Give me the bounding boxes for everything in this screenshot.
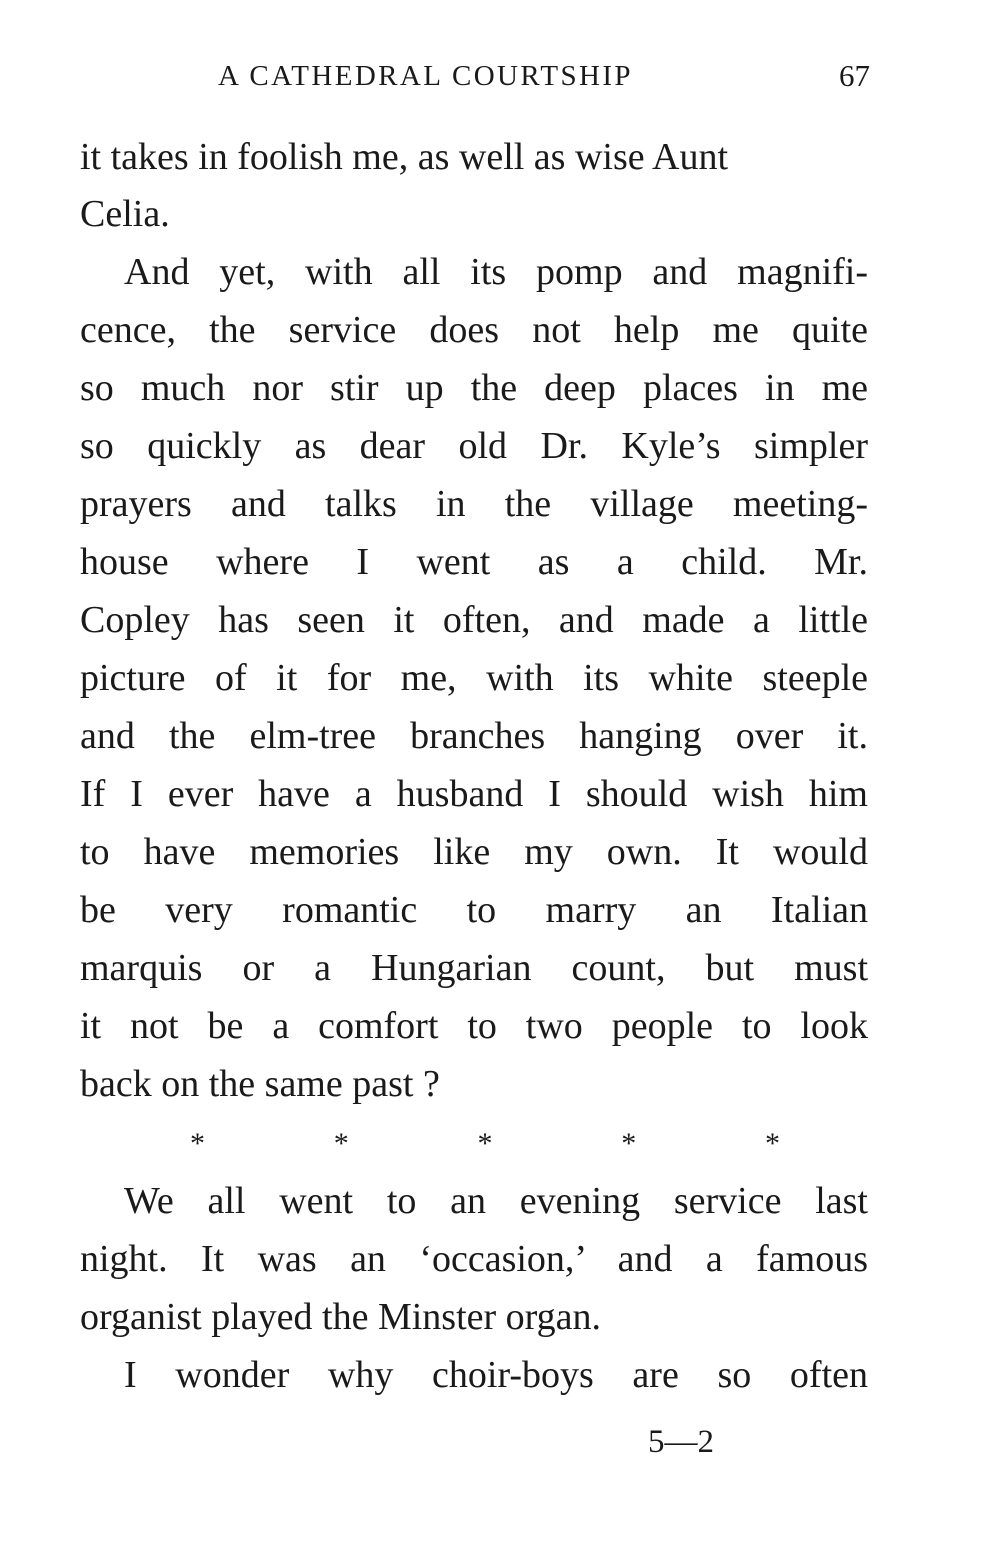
running-title: A CATHEDRAL COURTSHIP — [218, 60, 633, 92]
asterisk-ornament: * — [333, 1127, 349, 1160]
asterisk-ornament: * — [477, 1127, 493, 1160]
text-line: back on the same past ? — [80, 1063, 440, 1105]
text-line: to have memories like my own. It would — [80, 831, 868, 873]
running-head — [80, 54, 870, 98]
text-line: Copley has seen it often, and made a little — [80, 599, 868, 641]
text-line: cence, the service does not help me quite — [80, 309, 868, 351]
page-number: 67 — [839, 58, 870, 93]
text-line: it takes in foolish me, as well as wise Aunt — [80, 136, 729, 178]
text-line: house where I went as a child. Mr. — [80, 541, 868, 583]
paragraph-start-line: And yet, with all its pomp and magnifi- — [124, 251, 868, 293]
paragraph-start-line: I wonder why choir-boys are so often — [124, 1354, 868, 1396]
text-line: and the elm-tree branches hanging over it. — [80, 715, 868, 757]
asterisk-ornament: * — [621, 1127, 637, 1160]
text-line: so quickly as dear old Dr. Kyle’s simpler — [80, 425, 868, 467]
text-line: picture of it for me, with its white steeple — [80, 657, 868, 699]
asterisk-ornament: * — [765, 1127, 780, 1160]
text-line: prayers and talks in the village meeting- — [80, 483, 868, 525]
signature-mark: 5—2 — [648, 1424, 714, 1460]
text-line: so much nor stir up the deep places in me — [80, 367, 868, 409]
text-line: Celia. — [80, 193, 170, 235]
section-break — [190, 1124, 780, 1164]
text-line: marquis or a Hungarian count, but must — [80, 947, 868, 989]
text-line: it not be a comfort to two people to look — [80, 1005, 868, 1047]
asterisk-ornament: * — [190, 1127, 205, 1160]
text-line: night. It was an ‘occasion,’ and a famous — [80, 1238, 868, 1280]
text-line: If I ever have a husband I should wish him — [80, 773, 868, 815]
text-line: be very romantic to marry an Italian — [80, 889, 868, 931]
paragraph-start-line: We all went to an evening service last — [124, 1180, 868, 1222]
text-line: organist played the Minster organ. — [80, 1296, 601, 1338]
